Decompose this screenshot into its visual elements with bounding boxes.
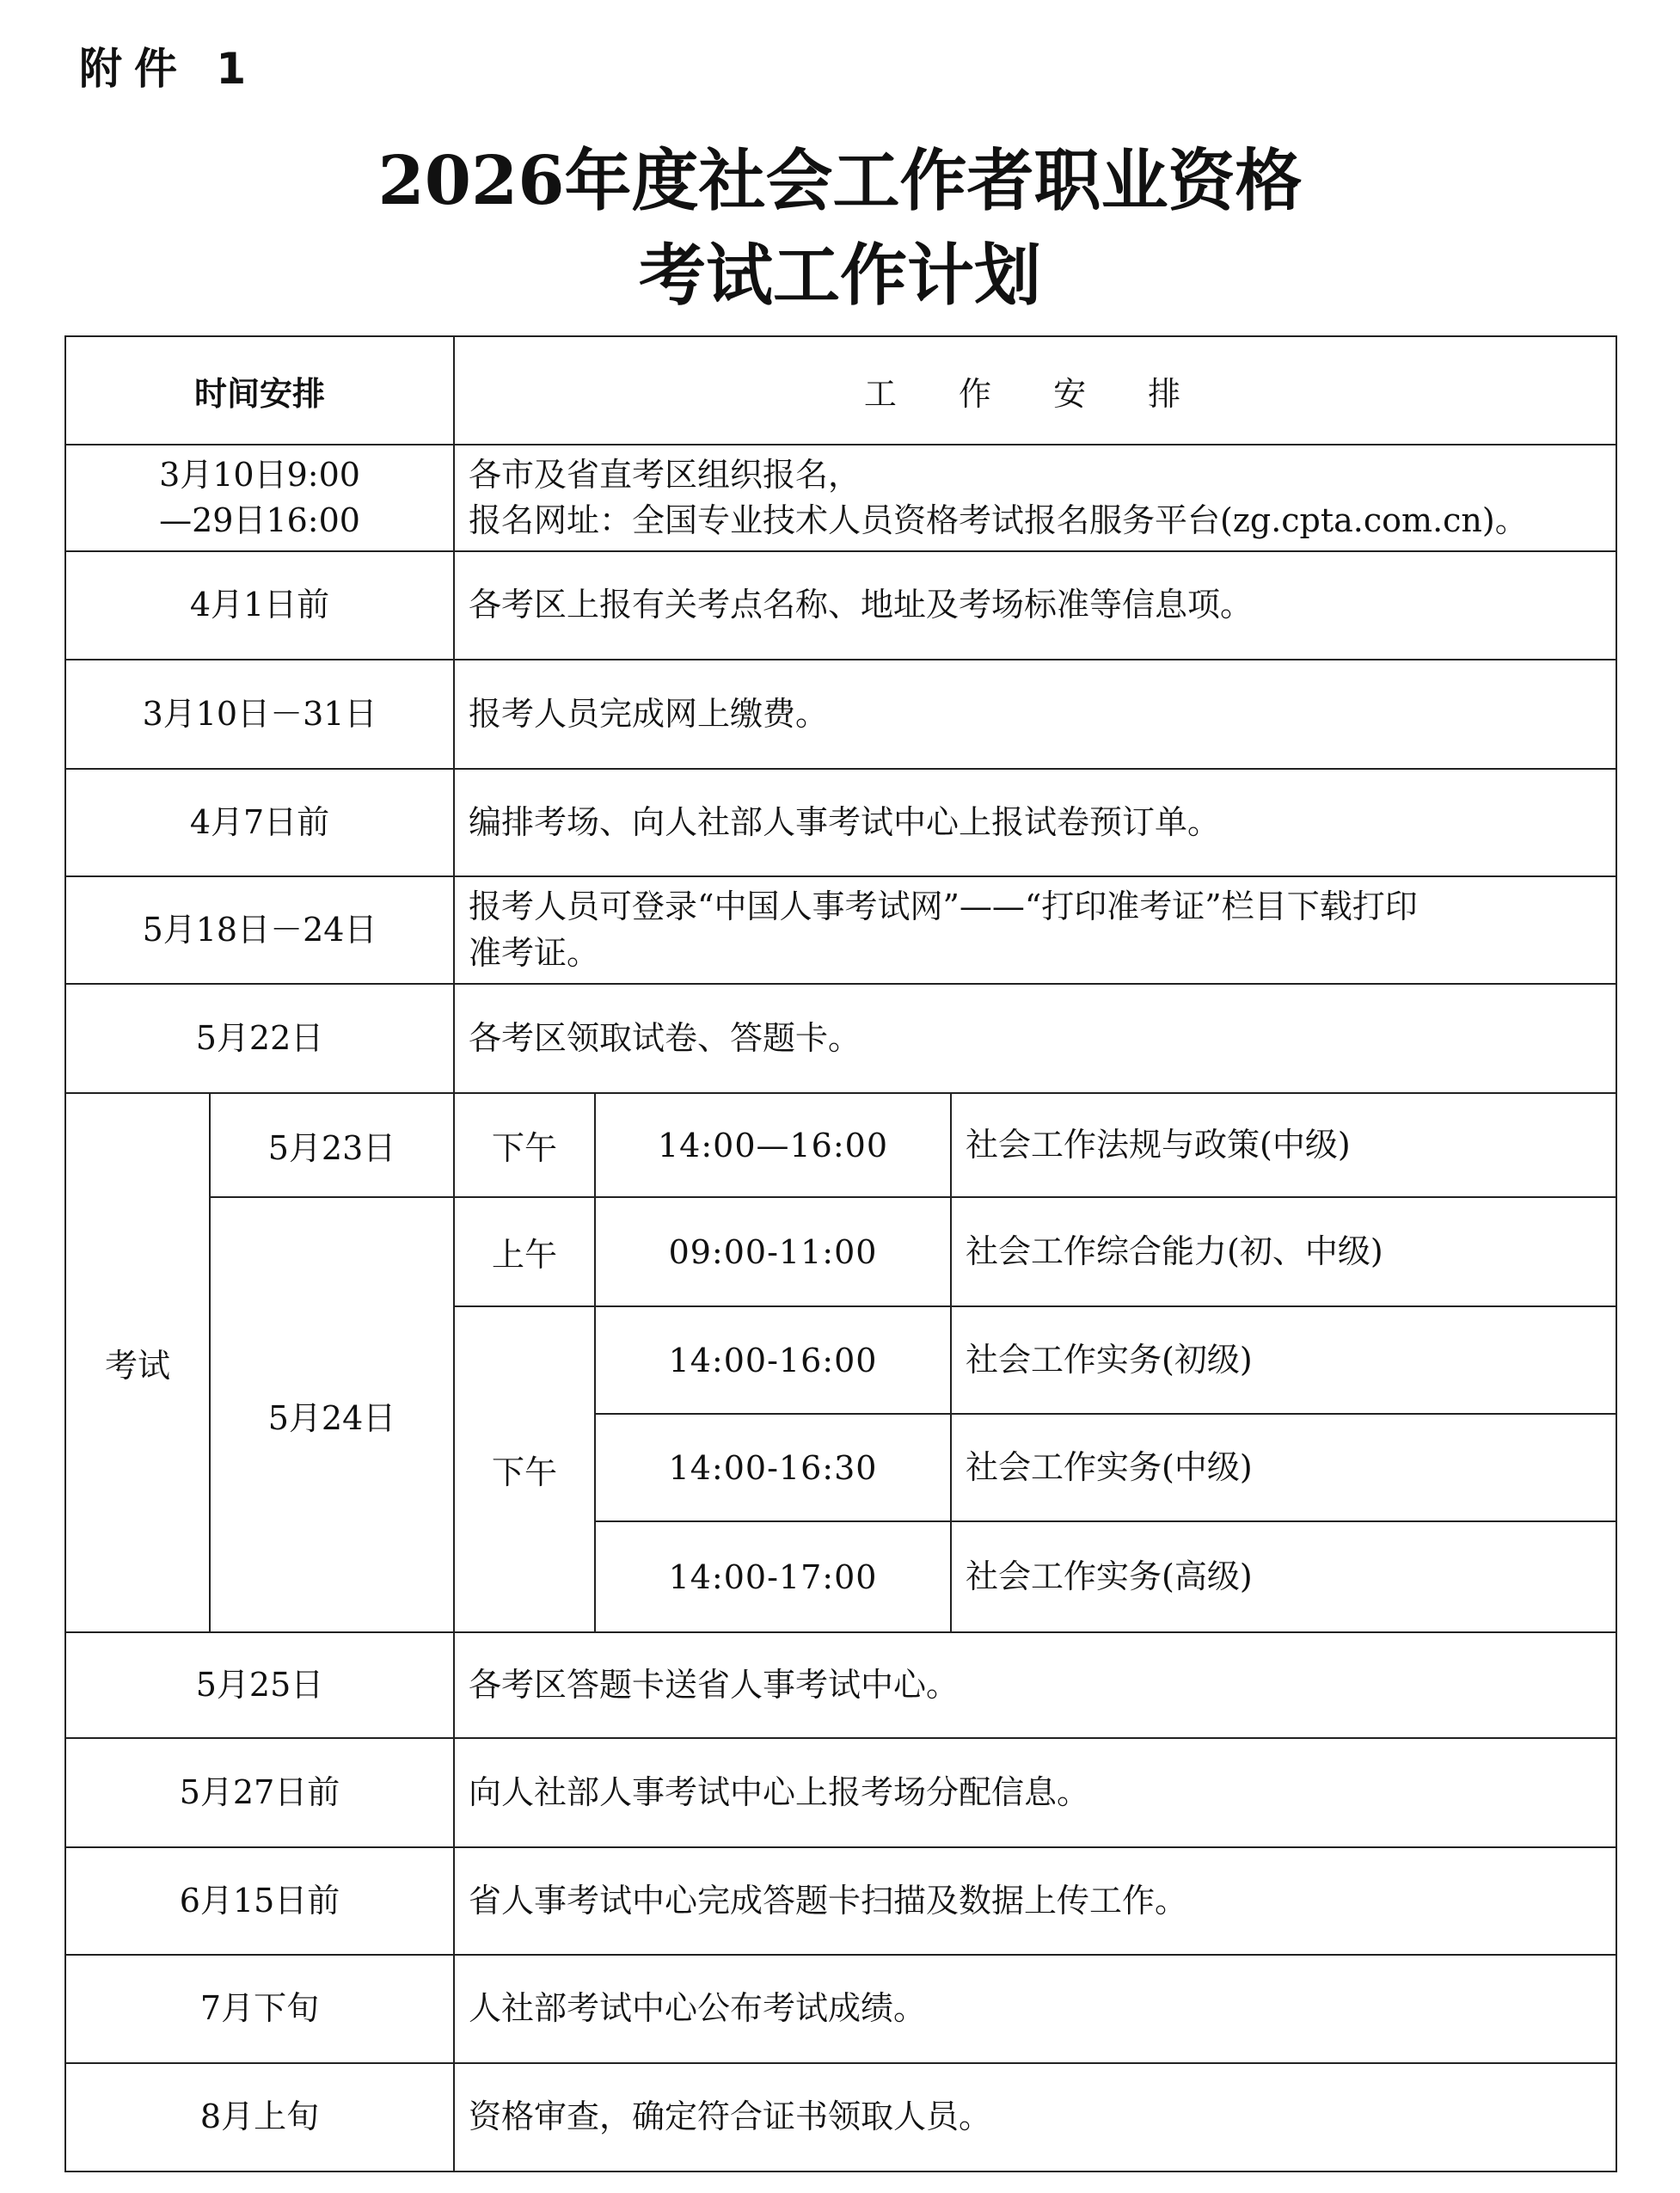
session-time: 14:00—16:00 xyxy=(595,1093,951,1197)
row-work-line-1: 报考人员可登录“中国人事考试网”——“打印准考证”栏目下载打印 xyxy=(469,888,1418,926)
row-work: 各考区上报有关考点名称、地址及考场标准等信息项。 xyxy=(454,551,1616,660)
row-time-line-1: 3月10日9:00 xyxy=(159,455,360,494)
table-row xyxy=(65,769,1616,876)
header-work: 工 作 安 排 xyxy=(454,336,1616,445)
session-time: 14:00-16:00 xyxy=(595,1306,951,1414)
table-row xyxy=(65,1632,1616,1738)
title-line-1: 2026年度社会工作者职业资格 xyxy=(377,142,1303,220)
header-time: 时间安排 xyxy=(65,336,454,445)
exam-label: 考试 xyxy=(65,1093,210,1632)
session-subject: 社会工作实务(初级) xyxy=(951,1306,1616,1414)
row-work: 省人事考试中心完成答题卡扫描及数据上传工作。 xyxy=(454,1847,1616,1955)
session-subject: 社会工作法规与政策(中级) xyxy=(951,1093,1616,1197)
exam-day2-date: 5月24日 xyxy=(210,1197,454,1632)
row-time: 5月27日前 xyxy=(65,1738,454,1847)
row-work xyxy=(454,876,1616,984)
table-row xyxy=(65,551,1616,660)
table-row xyxy=(65,445,1616,551)
table-row xyxy=(65,1847,1616,1955)
row-work: 向人社部人事考试中心上报考场分配信息。 xyxy=(454,1738,1616,1847)
title-line-2: 考试工作计划 xyxy=(638,236,1041,315)
row-work: 报考人员完成网上缴费。 xyxy=(454,660,1616,769)
row-time: 4月7日前 xyxy=(65,769,454,876)
row-work-line-2: 准考证。 xyxy=(469,933,600,972)
exam-day1-date: 5月23日 xyxy=(210,1093,454,1197)
session-time: 09:00-11:00 xyxy=(595,1197,951,1306)
row-work xyxy=(454,445,1616,551)
exam-row-day1 xyxy=(65,1093,1616,1197)
exam-day2-morning-period: 上午 xyxy=(454,1197,595,1306)
row-work: 资格审查，确定符合证书领取人员。 xyxy=(454,2063,1616,2172)
session-time: 14:00-16:30 xyxy=(595,1414,951,1521)
row-time: 5月18日－24日 xyxy=(65,876,454,984)
table-row xyxy=(65,2063,1616,2172)
session-subject: 社会工作实务(高级) xyxy=(951,1521,1616,1632)
session-subject: 社会工作综合能力(初、中级) xyxy=(951,1197,1616,1306)
row-work: 各考区答题卡送省人事考试中心。 xyxy=(454,1632,1616,1738)
row-time: 4月1日前 xyxy=(65,551,454,660)
row-time xyxy=(65,445,454,551)
attachment-label: 附件 1 xyxy=(79,44,259,94)
table-row xyxy=(65,876,1616,984)
session-time: 14:00-17:00 xyxy=(595,1521,951,1632)
row-time: 8月上旬 xyxy=(65,2063,454,2172)
row-time: 6月15日前 xyxy=(65,1847,454,1955)
exam-day2-afternoon-period: 下午 xyxy=(454,1306,595,1632)
row-work-line-2: 报名网址：全国专业技术人员资格考试报名服务平台(zg.cpta.com.cn)。 xyxy=(469,501,1528,539)
row-work-line-1: 各市及省直考区组织报名， xyxy=(469,455,861,494)
row-time: 3月10日－31日 xyxy=(65,660,454,769)
row-time: 7月下旬 xyxy=(65,1955,454,2063)
table-row xyxy=(65,984,1616,1093)
session-subject: 社会工作实务(中级) xyxy=(951,1414,1616,1521)
exam-row-day2-morning xyxy=(65,1197,1616,1306)
table-row xyxy=(65,660,1616,769)
exam-plan-table xyxy=(64,335,1617,2172)
row-time-line-2: —29日16:00 xyxy=(159,501,360,539)
row-work: 各考区领取试卷、答题卡。 xyxy=(454,984,1616,1093)
row-work: 编排考场、向人社部人事考试中心上报试卷预订单。 xyxy=(454,769,1616,876)
table-row xyxy=(65,1738,1616,1847)
table-header-row xyxy=(65,336,1616,445)
row-work: 人社部考试中心公布考试成绩。 xyxy=(454,1955,1616,2063)
table-row xyxy=(65,1955,1616,2063)
exam-day1-period: 下午 xyxy=(454,1093,595,1197)
row-time: 5月22日 xyxy=(65,984,454,1093)
row-time: 5月25日 xyxy=(65,1632,454,1738)
